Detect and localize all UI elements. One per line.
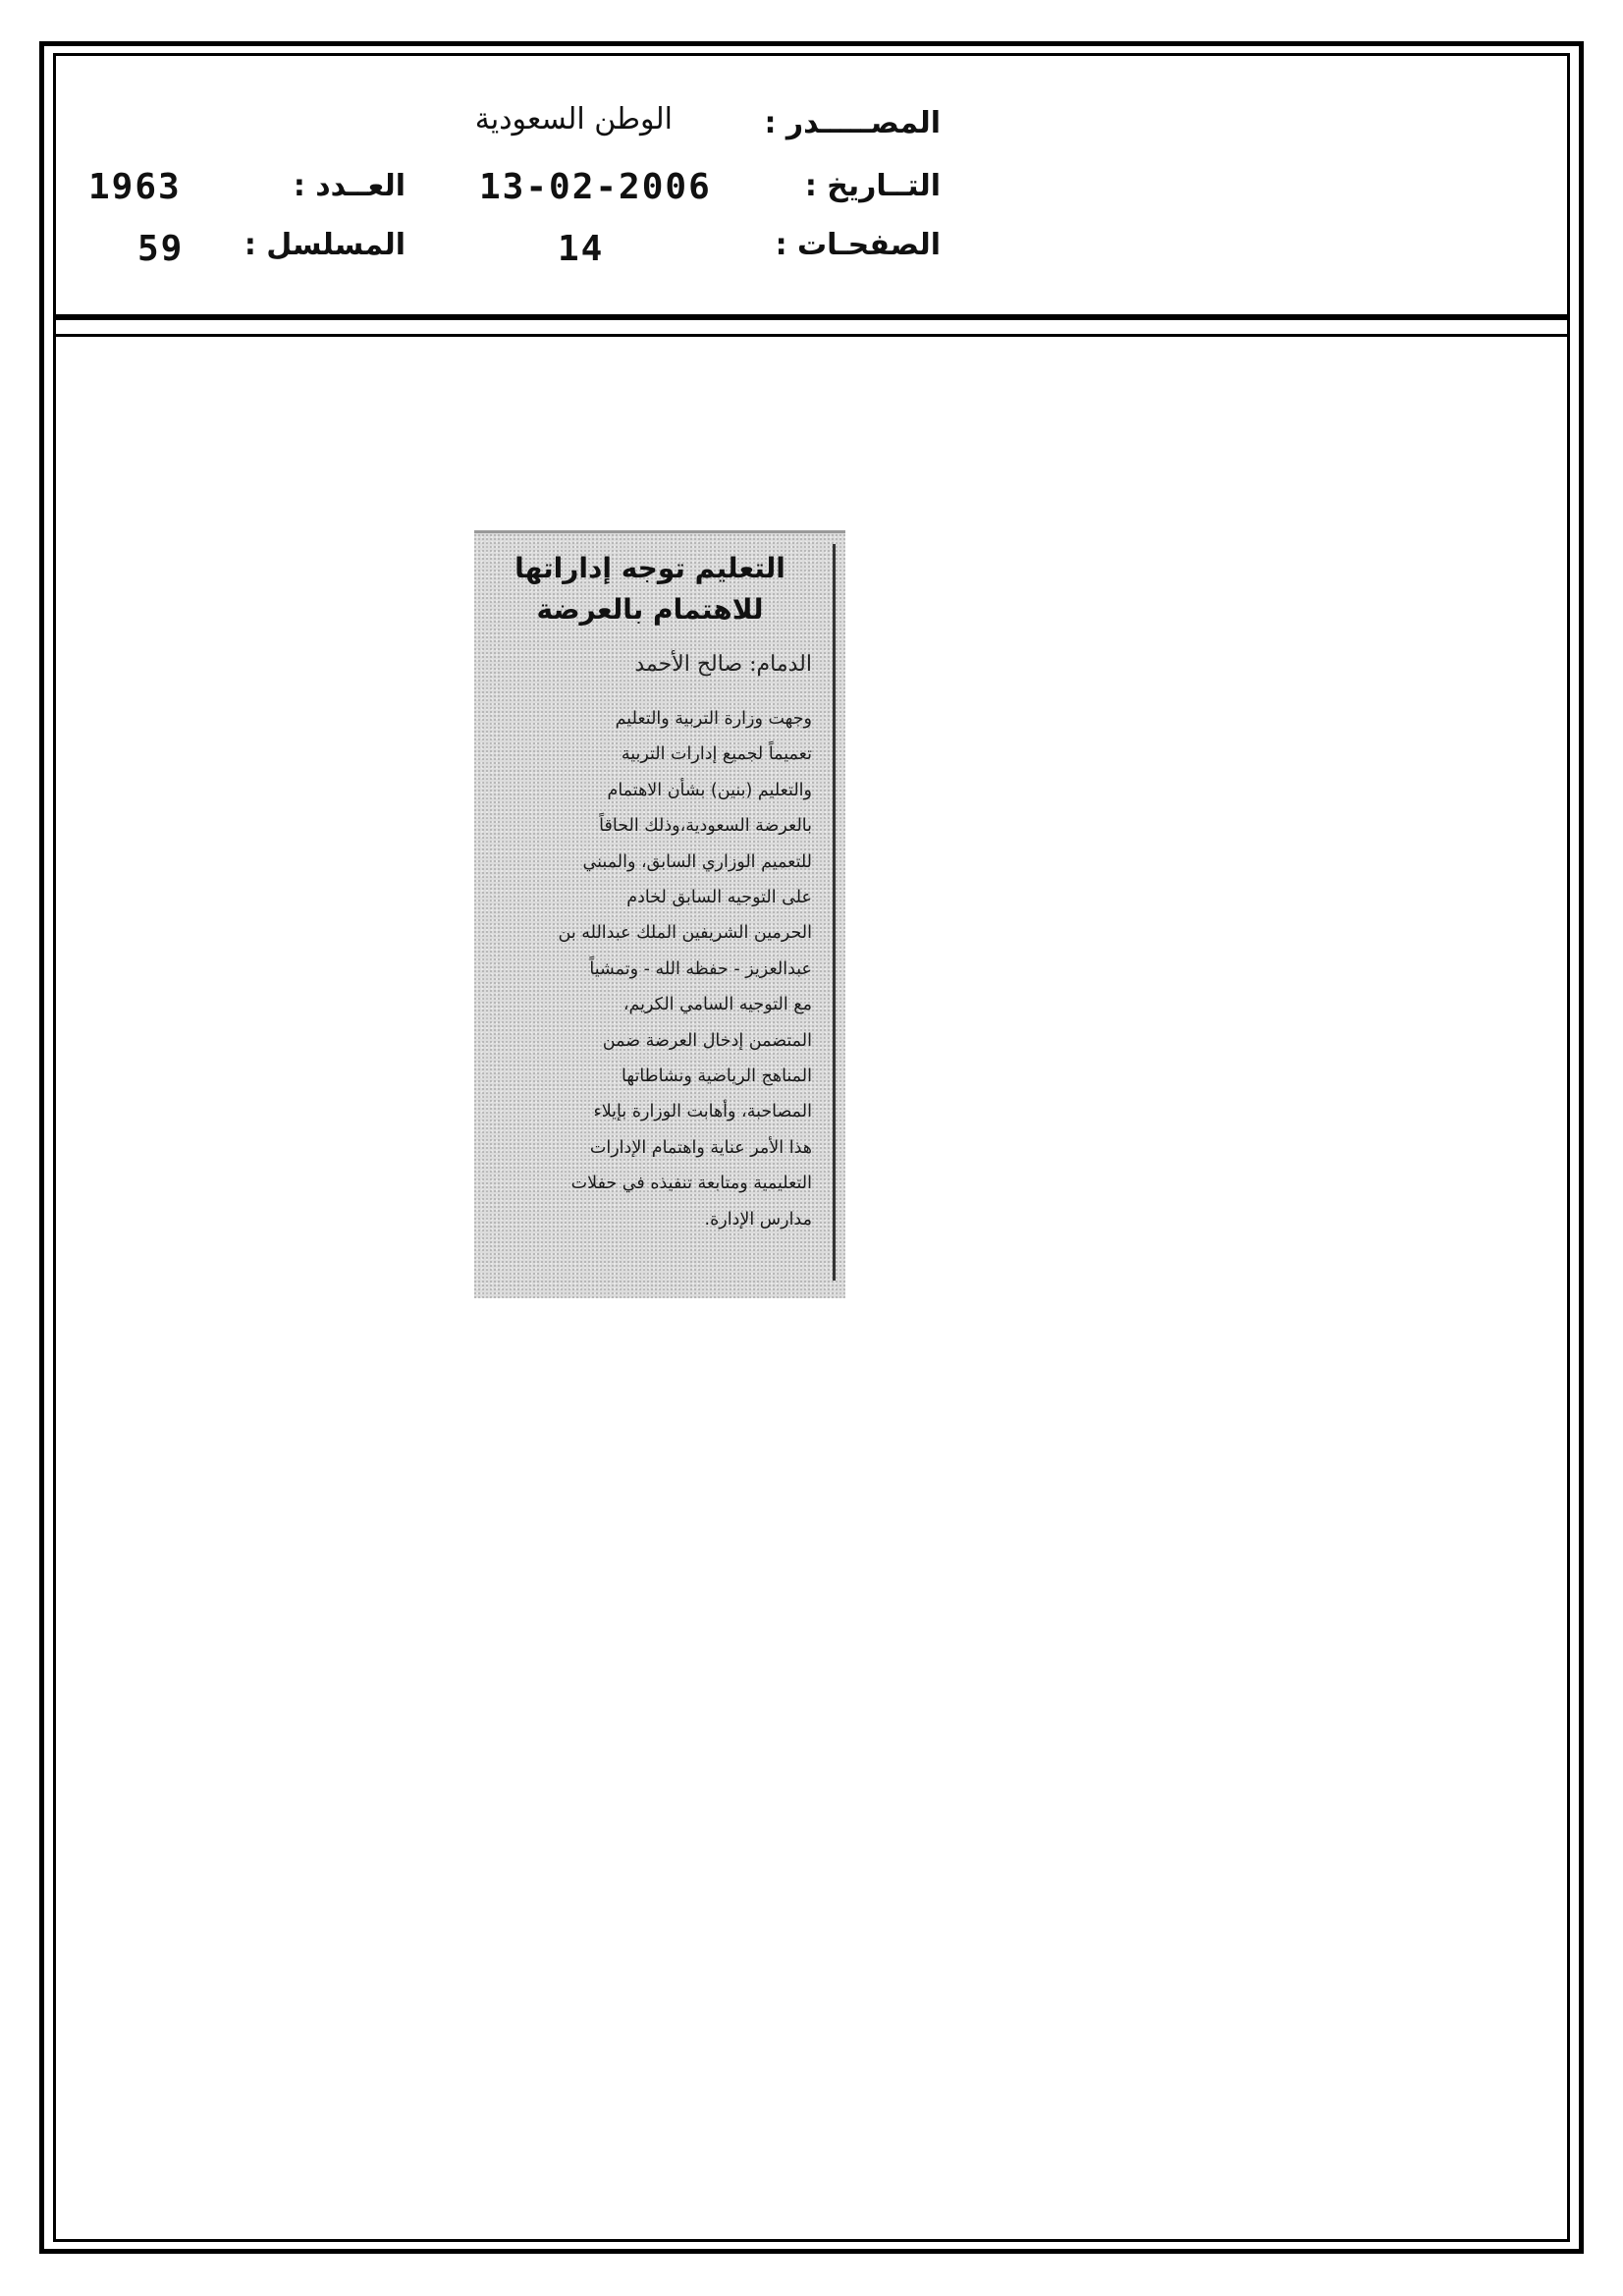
date-label: التــاريخ :	[804, 169, 941, 203]
body-line: التعليمية ومتابعة تنفيذه في حفلات	[570, 1174, 812, 1194]
date-value: 13-02-2006	[479, 167, 712, 207]
body-line: هذا الأمر عناية واهتمام الإدارات	[589, 1137, 812, 1158]
issue-value: 1963	[88, 167, 182, 207]
body-line: مدارس الإدارة.	[704, 1209, 812, 1230]
headline-line-2: للاهتمام بالعرضة	[536, 593, 764, 626]
body-line: وجهت وزارة التربية والتعليم	[615, 709, 812, 729]
body-line: للتعميم الوزاري السابق، والمبني	[582, 851, 812, 872]
body-line: المصاحبة، وأهابت الوزارة بإيلاء	[593, 1102, 812, 1122]
newspaper-clipping	[474, 530, 845, 1298]
body-line: عبدالعزيز - حفظه الله - وتمشياً	[589, 958, 812, 979]
article-byline: الدمام: صالح الأحمد	[634, 652, 812, 677]
pages-value: 14	[558, 229, 605, 269]
source-value: الوطن السعودية	[474, 102, 673, 137]
header-divider-thick	[53, 314, 1570, 320]
body-line: مع التوجيه السامي الكريم،	[622, 995, 812, 1015]
clipping-top-edge	[474, 530, 845, 533]
column-rule	[833, 544, 836, 1281]
source-label: المصـــــدر :	[764, 106, 941, 140]
headline-line-1: التعليم توجه إداراتها	[514, 552, 785, 584]
issue-label: العــدد :	[293, 169, 406, 203]
serial-label: المسلسل :	[243, 228, 406, 262]
serial-value: 59	[137, 229, 185, 269]
pages-label: الصفحـات :	[775, 228, 941, 262]
body-line: المناهج الرياضية ونشاطاتها	[622, 1066, 812, 1087]
body-line: بالعرضة السعودية،وذلك الحاقاً	[599, 816, 812, 837]
body-line: المتضمن إدخال العرضة ضمن	[602, 1030, 812, 1051]
header-divider-thin	[53, 334, 1570, 337]
body-line: على التوجيه السابق لخادم	[626, 888, 812, 908]
body-line: تعميماً لجميع إدارات التربية	[621, 744, 812, 765]
body-line: الحرمين الشريفين الملك عبدالله بن	[558, 923, 812, 944]
article-headline	[488, 548, 812, 630]
body-line: والتعليم (بنين) بشأن الاهتمام	[607, 780, 812, 800]
article-body	[488, 701, 812, 1237]
